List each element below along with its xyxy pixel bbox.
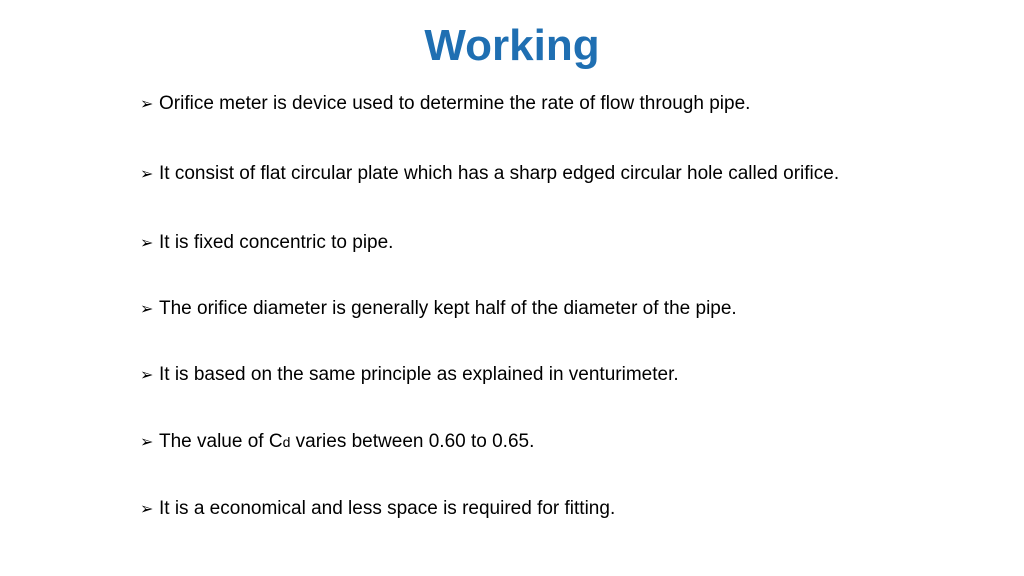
arrowhead-bullet-icon: ➢ bbox=[140, 299, 154, 318]
slide-title: Working bbox=[424, 21, 600, 70]
arrowhead-bullet-icon: ➢ bbox=[140, 432, 154, 451]
bullet-item bbox=[140, 92, 860, 116]
cd-subscript: d bbox=[282, 434, 291, 450]
bullet-text-before: The value of C bbox=[159, 431, 283, 452]
bullet-text: It is based on the same principle as explained in venturimeter. bbox=[159, 364, 679, 385]
bullet-text: It is a economical and less space is required for fitting. bbox=[159, 498, 616, 519]
bullet-item bbox=[140, 430, 860, 454]
arrowhead-bullet-icon: ➢ bbox=[140, 365, 154, 384]
bullet-text: The orifice diameter is generally kept half of the diameter of the pipe. bbox=[159, 298, 737, 319]
arrowhead-bullet-icon: ➢ bbox=[140, 164, 154, 183]
arrowhead-bullet-icon: ➢ bbox=[140, 94, 154, 113]
bullet-list bbox=[140, 92, 860, 521]
bullet-item bbox=[140, 497, 860, 521]
arrowhead-bullet-icon: ➢ bbox=[140, 233, 154, 252]
bullet-text: It consist of flat circular plate which has a sharp edged circular hole called orifice. bbox=[159, 163, 840, 184]
bullet-text-after: varies between 0.60 to 0.65. bbox=[290, 431, 535, 452]
bullet-item bbox=[140, 297, 860, 321]
bullet-text: It is fixed concentric to pipe. bbox=[159, 232, 394, 253]
arrowhead-bullet-icon: ➢ bbox=[140, 499, 154, 518]
bullet-item bbox=[140, 231, 860, 255]
bullet-item bbox=[140, 363, 860, 387]
bullet-text: Orifice meter is device used to determine the rate of flow through pipe. bbox=[159, 93, 751, 114]
bullet-item bbox=[140, 162, 860, 186]
